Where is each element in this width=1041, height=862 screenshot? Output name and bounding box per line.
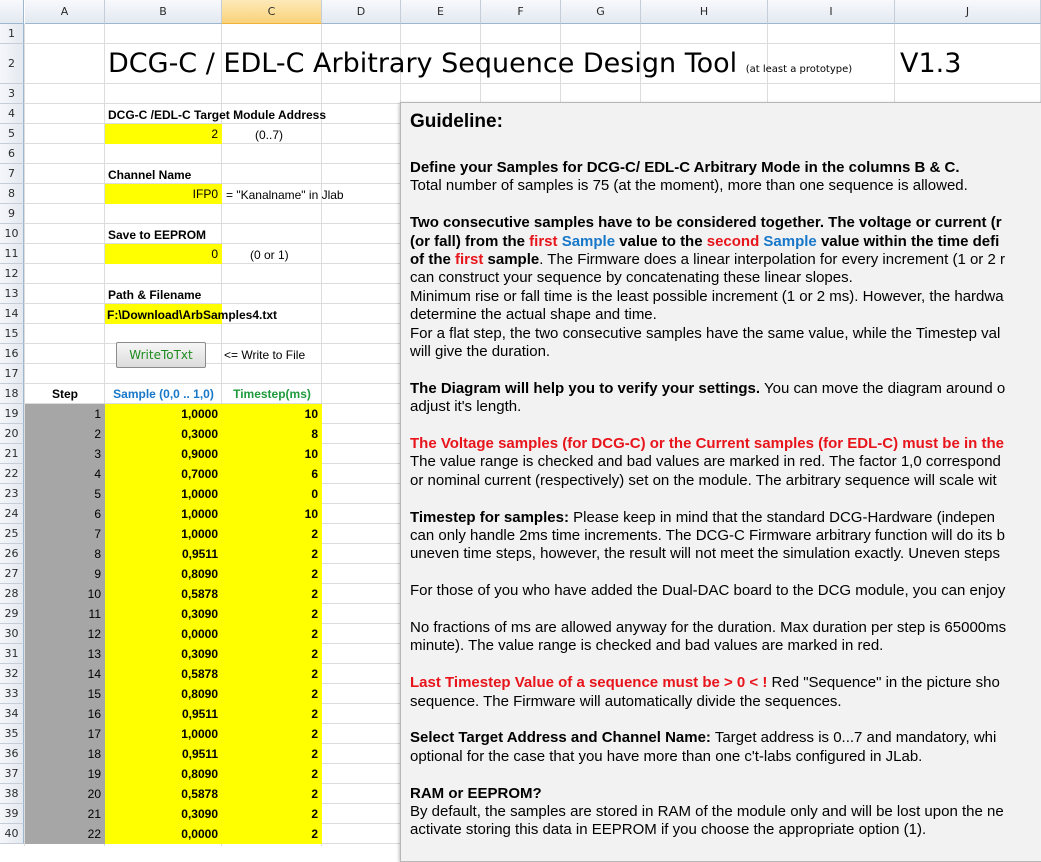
row-header-21[interactable]: 21: [0, 444, 24, 464]
sample-cell[interactable]: 0,5878: [105, 584, 222, 604]
row-header-33[interactable]: 33: [0, 684, 24, 704]
row-header-8[interactable]: 8: [0, 184, 24, 204]
step-cell[interactable]: 3: [25, 444, 105, 464]
row-header-38[interactable]: 38: [0, 784, 24, 804]
sample-cell[interactable]: 0,3000: [105, 424, 222, 444]
timestep-cell[interactable]: 2: [222, 804, 322, 824]
timestep-cell[interactable]: 2: [222, 624, 322, 644]
step-cell[interactable]: 2: [25, 424, 105, 444]
sample-cell[interactable]: 0,9511: [105, 544, 222, 564]
row-header-13[interactable]: 13: [0, 284, 24, 304]
write-to-txt-button[interactable]: WriteToTxt: [116, 342, 206, 368]
column-header-f[interactable]: F: [481, 0, 561, 24]
column-header-a[interactable]: A: [25, 0, 105, 24]
row-header-5[interactable]: 5: [0, 124, 24, 144]
column-header-c[interactable]: C: [222, 0, 322, 24]
timestep-cell[interactable]: 2: [222, 684, 322, 704]
sample-cell[interactable]: 1,0000: [105, 504, 222, 524]
step-cell[interactable]: 12: [25, 624, 105, 644]
row-header-6[interactable]: 6: [0, 144, 24, 164]
step-cell[interactable]: 8: [25, 544, 105, 564]
channel-label: Channel Name: [108, 168, 192, 182]
step-cell[interactable]: 13: [25, 644, 105, 664]
guide-last-timestep: Last Timestep Value of a sequence must be > 0 < ! Red "Sequence" in the picture sho sequence. The Firmware will automatically divide the sequences.: [410, 674, 1000, 710]
header-step: Step: [51, 387, 78, 401]
eeprom-hint: (0 or 1): [250, 248, 289, 262]
step-cell[interactable]: 15: [25, 684, 105, 704]
timestep-cell[interactable]: 8: [222, 424, 322, 444]
step-cell[interactable]: 21: [25, 804, 105, 824]
sample-cell[interactable]: 0,3090: [105, 644, 222, 664]
sample-cell[interactable]: 0,0000: [105, 824, 222, 844]
row-header-35[interactable]: 35: [0, 724, 24, 744]
eeprom-label: Save to EEPROM: [108, 228, 207, 242]
timestep-cell[interactable]: 2: [222, 544, 322, 564]
column-header-d[interactable]: D: [322, 0, 401, 24]
column-header-b[interactable]: B: [105, 0, 222, 24]
timestep-cell[interactable]: 2: [222, 584, 322, 604]
timestep-cell[interactable]: 10: [222, 404, 322, 424]
address-hint: (0..7): [255, 128, 284, 142]
guideline-title: Guideline:: [410, 111, 503, 132]
column-header-g[interactable]: G: [561, 0, 641, 24]
step-cell[interactable]: 14: [25, 664, 105, 684]
sample-cell[interactable]: 0,0000: [105, 624, 222, 644]
sample-cell[interactable]: 1,0000: [105, 724, 222, 744]
timestep-cell[interactable]: 2: [222, 664, 322, 684]
row-header-31[interactable]: 31: [0, 644, 24, 664]
column-header-i[interactable]: I: [768, 0, 895, 24]
row-header-17[interactable]: 17: [0, 364, 24, 384]
guide-dual-dac: For those of you who have added the Dual-DAC board to the DCG module, you can enjoy: [410, 582, 1006, 600]
sample-cell[interactable]: 0,9000: [105, 444, 222, 464]
sample-cell[interactable]: 1,0000: [105, 524, 222, 544]
timestep-cell[interactable]: 2: [222, 764, 322, 784]
row-header-40[interactable]: 40: [0, 824, 24, 844]
step-cell[interactable]: 18: [25, 744, 105, 764]
timestep-cell[interactable]: 2: [222, 824, 322, 844]
sample-cell[interactable]: 0,3090: [105, 604, 222, 624]
sample-cell[interactable]: 0,8090: [105, 564, 222, 584]
row-header-20[interactable]: 20: [0, 424, 24, 444]
row-header-25[interactable]: 25: [0, 524, 24, 544]
row-header-22[interactable]: 22: [0, 464, 24, 484]
sample-cell[interactable]: 0,7000: [105, 464, 222, 484]
select-all-corner[interactable]: [0, 0, 24, 24]
guide-fractions: No fractions of ms are allowed anyway for the duration. Max duration per step is 65000ms minute). The value range is checked and bad values are marked in red.: [410, 619, 1007, 655]
row-header-32[interactable]: 32: [0, 664, 24, 684]
row-header-11[interactable]: 11: [0, 244, 24, 264]
guide-ram-eeprom: RAM or EEPROM? By default, the samples are stored in RAM of the module only and will be lost upon the ne activate storing this data in EEPROM if you choose the appropriate option (1).: [410, 784, 1004, 839]
guideline-textbox[interactable]: [400, 102, 1041, 862]
step-cell[interactable]: 20: [25, 784, 105, 804]
timestep-cell[interactable]: 2: [222, 524, 322, 544]
row-header-28[interactable]: 28: [0, 584, 24, 604]
sample-cell[interactable]: 0,3090: [105, 804, 222, 824]
row-header-19[interactable]: 19: [0, 404, 24, 424]
timestep-cell[interactable]: 6: [222, 464, 322, 484]
step-cell[interactable]: 16: [25, 704, 105, 724]
timestep-cell[interactable]: 2: [222, 604, 322, 624]
sample-cell[interactable]: 0,5878: [105, 784, 222, 804]
row-header-24[interactable]: 24: [0, 504, 24, 524]
timestep-cell[interactable]: 2: [222, 744, 322, 764]
address-label: DCG-C /EDL-C Target Module Address: [108, 108, 327, 122]
channel-input[interactable]: IFP0: [105, 184, 222, 204]
row-header-15[interactable]: 15: [0, 324, 24, 344]
step-cell[interactable]: 1: [25, 404, 105, 424]
step-cell[interactable]: 10: [25, 584, 105, 604]
row-header-10[interactable]: 10: [0, 224, 24, 244]
column-header-j[interactable]: J: [895, 0, 1041, 24]
path-label: Path & Filename: [108, 288, 202, 302]
column-header-e[interactable]: E: [401, 0, 481, 24]
guide-voltage-samples: The Voltage samples (for DCG-C) or the Current samples (for EDL-C) must be in the The value range is checked and bad values are marked in red. The factor 1,0 correspond or nominal current (respectively) set on the module. The arbitrary sequence will scale wit: [410, 435, 1004, 489]
row-header-12[interactable]: 12: [0, 264, 24, 284]
step-cell[interactable]: 9: [25, 564, 105, 584]
row-header-39[interactable]: 39: [0, 804, 24, 824]
sample-cell[interactable]: 0,8090: [105, 684, 222, 704]
grid-line: [24, 43, 1041, 44]
row-header-27[interactable]: 27: [0, 564, 24, 584]
row-header-1[interactable]: 1: [0, 24, 24, 44]
sample-cell[interactable]: 0,5878: [105, 664, 222, 684]
row-header-30[interactable]: 30: [0, 624, 24, 644]
eeprom-input[interactable]: 0: [105, 244, 222, 264]
column-header-h[interactable]: H: [641, 0, 768, 24]
timestep-cell[interactable]: 0: [222, 484, 322, 504]
row-header-16[interactable]: 16: [0, 344, 24, 364]
sheet-subtitle: (at least a prototype): [745, 64, 853, 75]
row-header-18[interactable]: 18: [0, 384, 24, 404]
sample-cell[interactable]: 1,0000: [105, 404, 222, 424]
timestep-cell[interactable]: 2: [222, 644, 322, 664]
channel-hint: = "Kanalname" in Jlab: [226, 188, 344, 202]
guide-target-address: Select Target Address and Channel Name: Target address is 0...7 and mandatory, whi optional for the case that you have more than one c't-labs configured in JLab.: [410, 729, 997, 765]
timestep-cell[interactable]: 2: [222, 704, 322, 724]
version-label: V1.3: [900, 48, 962, 79]
row-header-9[interactable]: 9: [0, 204, 24, 224]
path-input[interactable]: F:\Download\ArbSamples4.txt: [107, 308, 278, 322]
guide-consecutive-samples: Two consecutive samples have to be considered together. The voltage or current (r (or fall) from the first Sample value to the second Sample value within the time defi of the first sample. The Firmware does a linear interpolation for every increment (1 or 2 r can construct your sequence by concatenating these linear slopes. Minimum rise or fall time is the least possible increment (1 or 2 ms). However, the hardwa determine the actual shape and time. For a flat step, the two consecutive samples have the same value, while the Timestep val will give the duration.: [410, 214, 1005, 361]
guide-define-samples: Define your Samples for DCG-C/ EDL-C Arbitrary Mode in the columns B & C. Total number of samples is 75 (at the moment), more than one sequence is allowed.: [410, 159, 968, 195]
step-cell[interactable]: 11: [25, 604, 105, 624]
guide-diagram: The Diagram will help you to verify your settings. You can move the diagram around o adjust it's length.: [410, 379, 1006, 416]
row-header-3[interactable]: 3: [0, 84, 24, 104]
step-cell[interactable]: 6: [25, 504, 105, 524]
step-cell[interactable]: 5: [25, 484, 105, 504]
step-cell[interactable]: 7: [25, 524, 105, 544]
row-header-4[interactable]: 4: [0, 104, 24, 124]
row-header-34[interactable]: 34: [0, 704, 24, 724]
row-header-26[interactable]: 26: [0, 544, 24, 564]
step-cell[interactable]: 19: [25, 764, 105, 784]
sheet-title: DCG-C / EDL-C Arbitrary Sequence Design Tool (at least a prototype): [108, 48, 853, 79]
sample-cell[interactable]: 1,0000: [105, 484, 222, 504]
sample-cell[interactable]: 0,8090: [105, 764, 222, 784]
address-input[interactable]: 2: [105, 124, 222, 144]
row-header-14[interactable]: 14: [0, 304, 24, 324]
header-timestep: Timestep(ms): [233, 387, 311, 401]
guide-timestep: Timestep for samples: Please keep in mind that the standard DCG-Hardware (indepen can only handle 2ms time increments. The DCG-C Firmware arbitrary function will do its b uneven time steps, however, the result will not meet the simulation exactly. Uneven steps: [410, 508, 1005, 563]
row-header-7[interactable]: 7: [0, 164, 24, 184]
step-cell[interactable]: 4: [25, 464, 105, 484]
timestep-cell[interactable]: 2: [222, 564, 322, 584]
row-header-36[interactable]: 36: [0, 744, 24, 764]
step-cell[interactable]: 22: [25, 824, 105, 844]
sample-cell[interactable]: 0,9511: [105, 744, 222, 764]
sample-cell[interactable]: 0,9511: [105, 704, 222, 724]
row-header-23[interactable]: 23: [0, 484, 24, 504]
timestep-cell[interactable]: 2: [222, 784, 322, 804]
row-header-37[interactable]: 37: [0, 764, 24, 784]
header-sample: Sample (0,0 .. 1,0): [113, 387, 214, 401]
timestep-cell[interactable]: 10: [222, 504, 322, 524]
step-cell[interactable]: 17: [25, 724, 105, 744]
grid-line: [24, 83, 1041, 84]
row-header-29[interactable]: 29: [0, 604, 24, 624]
row-header-2[interactable]: 2: [0, 44, 24, 84]
write-hint: <= Write to File: [224, 348, 306, 362]
timestep-cell[interactable]: 2: [222, 724, 322, 744]
timestep-cell[interactable]: 10: [222, 444, 322, 464]
